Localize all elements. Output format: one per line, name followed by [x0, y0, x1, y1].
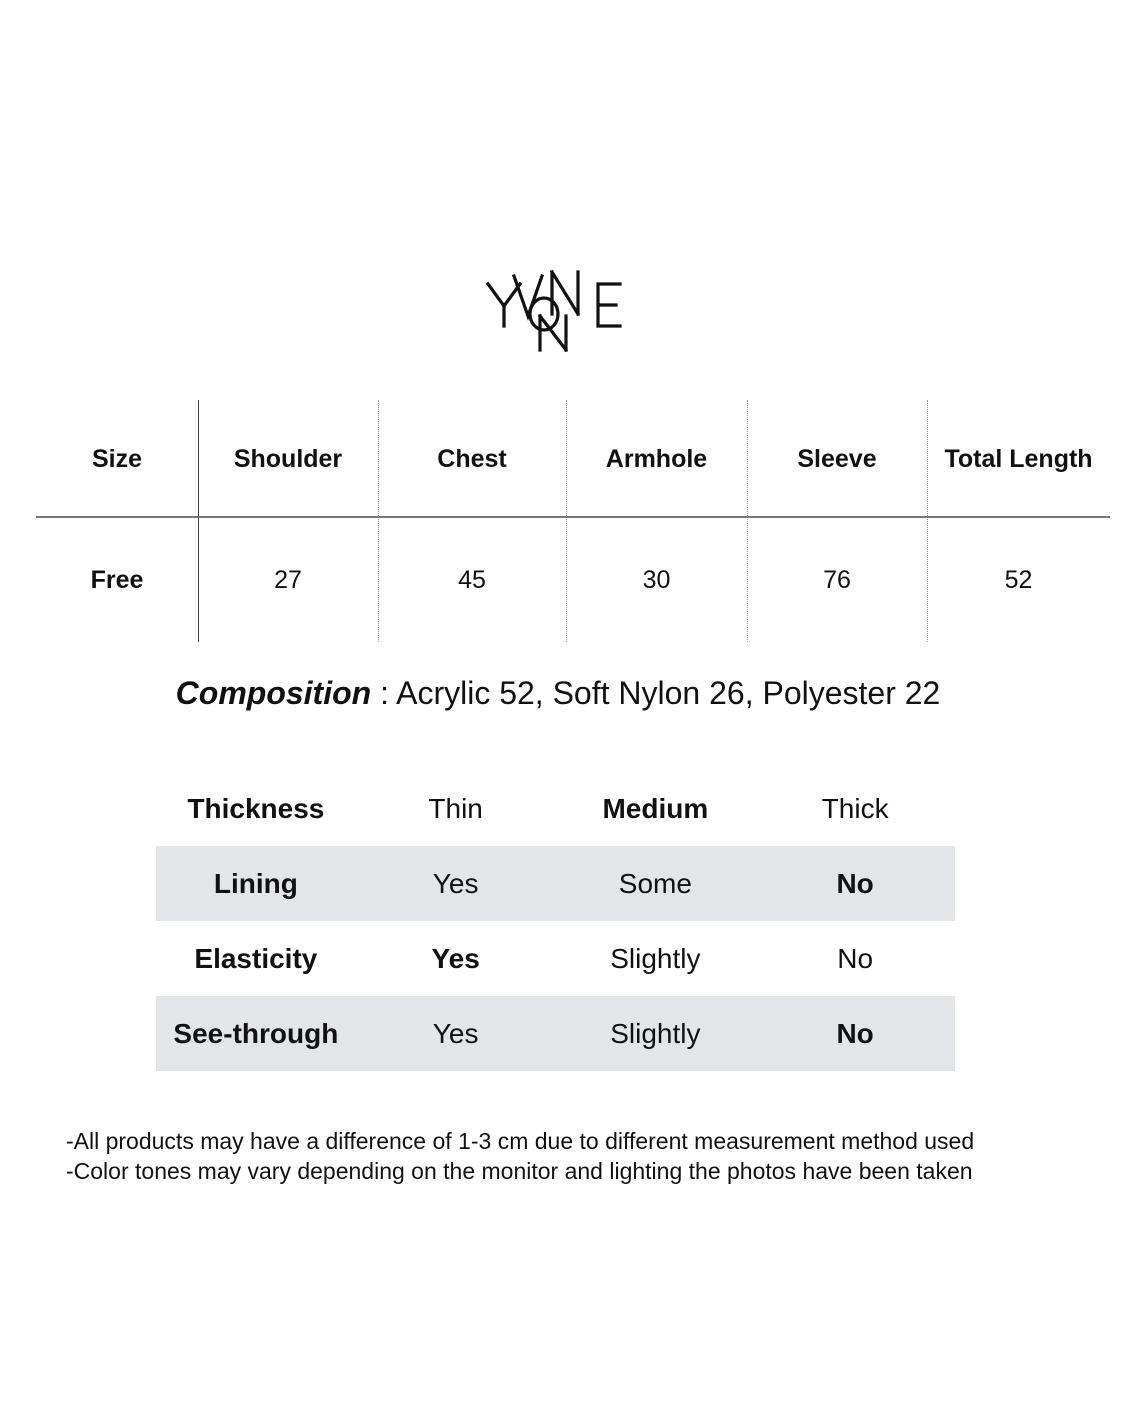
column-divider — [927, 400, 928, 642]
composition-separator: : — [371, 675, 397, 711]
option-selected: No — [836, 1017, 874, 1049]
option: Yes — [432, 1017, 479, 1049]
composition-value: Acrylic 52, Soft Nylon 26, Polyester 22 — [396, 675, 941, 711]
option: Slightly — [610, 1017, 701, 1049]
size-value: Free — [90, 566, 144, 594]
composition-line — [0, 674, 1116, 712]
row-label: Lining — [213, 867, 298, 899]
sleeve-value: 76 — [823, 566, 851, 594]
header-divider — [36, 516, 1110, 518]
fabric-properties-table — [156, 771, 955, 1071]
header-armhole: Armhole — [605, 445, 708, 473]
row-label: See-through — [173, 1017, 339, 1049]
disclaimer-notes — [66, 1126, 1106, 1186]
header-chest: Chest — [437, 445, 507, 473]
option: No — [837, 942, 874, 974]
option: Yes — [432, 867, 479, 899]
option: Slightly — [610, 942, 701, 974]
header-sleeve: Sleeve — [797, 445, 877, 473]
option: Some — [618, 867, 692, 899]
row-label: Elasticity — [194, 942, 318, 974]
fabric-row-lining — [156, 846, 955, 921]
column-divider — [378, 400, 379, 642]
header-shoulder: Shoulder — [233, 445, 343, 473]
column-divider — [198, 400, 199, 642]
row-label: Thickness — [187, 792, 325, 824]
fabric-row-see-through — [156, 996, 955, 1071]
composition-label: Composition — [175, 675, 372, 711]
option-selected: No — [836, 867, 874, 899]
fabric-row-elasticity — [156, 921, 955, 996]
note-measurement: -All products may have a difference of 1-3 cm due to different measurement method used — [66, 1128, 975, 1154]
shoulder-value: 27 — [274, 566, 302, 594]
column-divider — [747, 400, 748, 642]
header-total-length: Total Length — [944, 445, 1093, 473]
fabric-row-thickness — [156, 771, 955, 846]
yvonne-monogram-icon — [480, 268, 630, 360]
option: Thick — [821, 792, 889, 824]
option-selected: Medium — [602, 792, 709, 824]
chest-value: 45 — [458, 566, 486, 594]
brand-logo — [480, 268, 630, 360]
column-divider — [566, 400, 567, 642]
option-selected: Yes — [431, 942, 480, 974]
total-length-value: 52 — [1004, 566, 1033, 594]
size-table — [36, 400, 1110, 642]
note-color: -Color tones may vary depending on the monitor and lighting the photos have been taken — [66, 1158, 973, 1184]
armhole-value: 30 — [642, 566, 671, 594]
option: Thin — [428, 792, 483, 824]
header-size: Size — [91, 445, 143, 473]
